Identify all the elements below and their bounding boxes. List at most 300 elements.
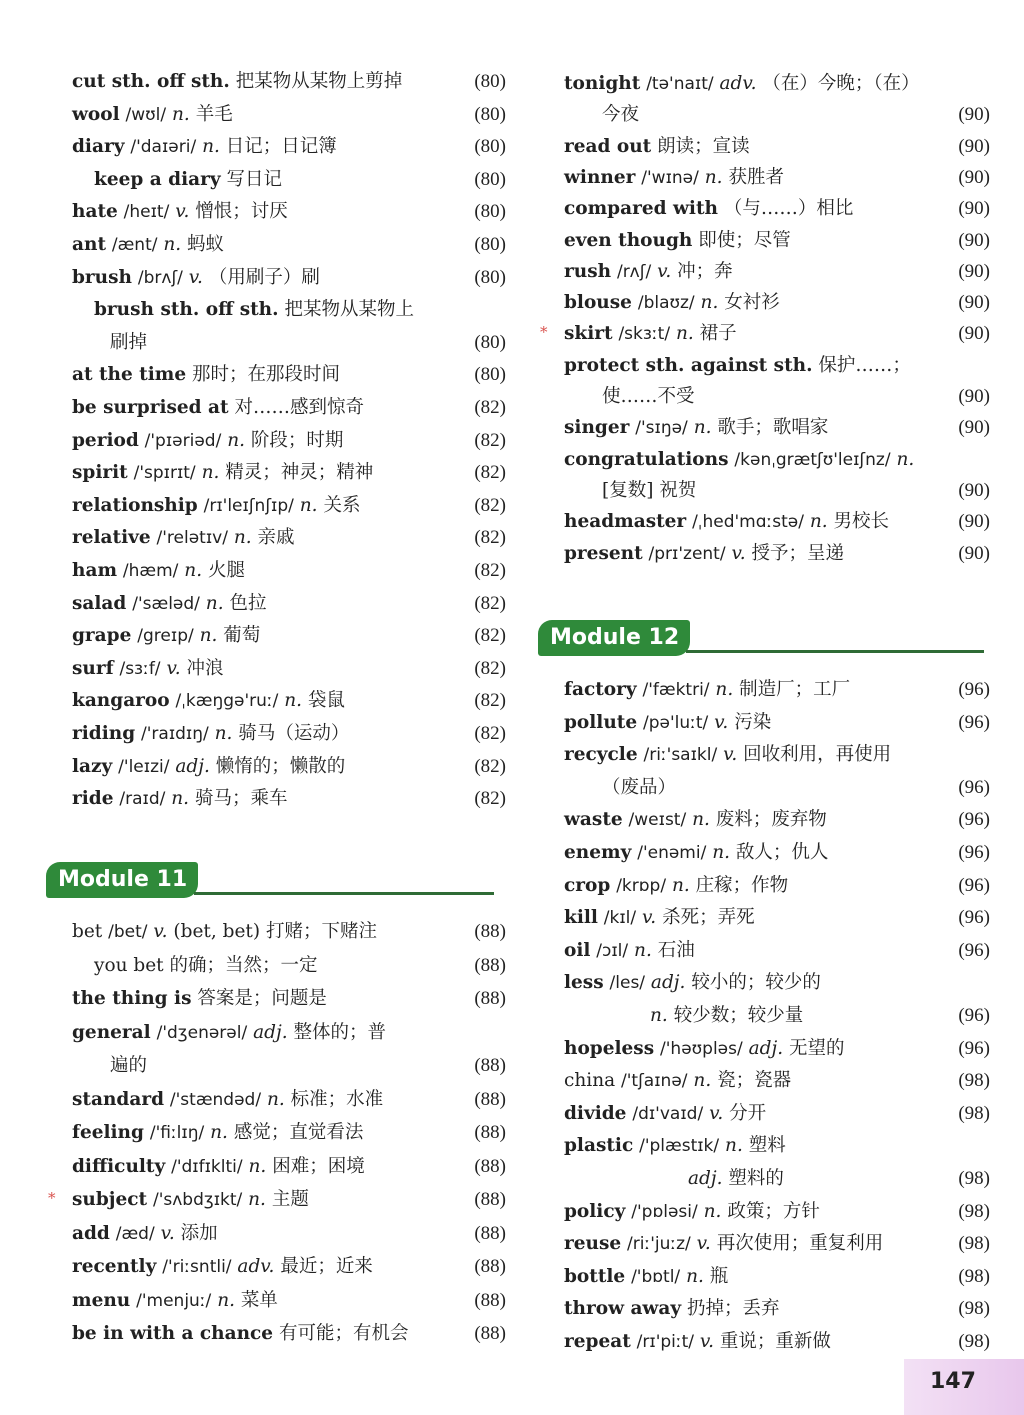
vocab-entry — [538, 804, 990, 836]
phonetic: /hæm/ — [122, 561, 179, 581]
vocab-entry — [46, 294, 506, 326]
page-reference: (80) — [474, 103, 506, 125]
phonetic: /'raɪdɪŋ/ — [141, 724, 209, 744]
headword: standard — [72, 1088, 165, 1110]
part-of-speech: v. — [714, 711, 729, 733]
headword: tonight — [564, 73, 641, 94]
vocab-entry — [538, 739, 990, 771]
vocab-entry — [538, 1130, 990, 1162]
page-reference: (90) — [958, 166, 990, 188]
vocab-entry — [46, 1050, 506, 1082]
page-reference: (82) — [474, 429, 506, 451]
phonetic: /weɪst/ — [628, 810, 687, 831]
meaning: 憎恨；讨厌 — [195, 201, 288, 223]
module-11-badge: Module 11 — [46, 862, 198, 898]
headword: salad — [72, 592, 127, 614]
part-of-speech: n. — [163, 234, 182, 255]
vocab-entry — [46, 327, 506, 359]
meaning: 把某物从某物上 — [284, 299, 414, 321]
phonetic: /'relətɪv/ — [156, 528, 228, 549]
meaning: 感觉；直觉看法 — [233, 1122, 364, 1143]
headword: wool — [72, 103, 120, 125]
page-reference: (82) — [474, 592, 506, 614]
page-reference: (96) — [958, 842, 990, 863]
vocab-entry — [538, 1163, 990, 1195]
headword: enemy — [564, 842, 632, 863]
phonetic: /'dʒenərəl/ — [156, 1022, 248, 1043]
headword: repeat — [564, 1331, 631, 1352]
page-reference: (96) — [958, 1005, 990, 1026]
page-reference: (98) — [958, 1298, 990, 1320]
vocab-entry — [538, 935, 990, 967]
meaning: 无望的 — [789, 1037, 845, 1059]
meaning: 亲戚 — [257, 527, 295, 549]
page-reference: (82) — [474, 755, 506, 777]
page-reference: (88) — [474, 1256, 506, 1277]
headword: relative — [72, 527, 151, 549]
page-reference: (88) — [474, 1222, 506, 1244]
meaning: 阶段；时期 — [250, 429, 344, 451]
meaning: 关系 — [323, 494, 361, 516]
page-reference: (82) — [474, 723, 506, 744]
part-of-speech: n. — [248, 1155, 267, 1177]
page-reference: (88) — [474, 921, 506, 942]
headword: ham — [72, 560, 118, 581]
phonetic: /sɜːf/ — [119, 658, 161, 679]
part-of-speech: n. — [809, 511, 828, 533]
meaning: 整体的；普 — [293, 1021, 386, 1043]
vocab-entry — [538, 1228, 990, 1260]
meaning: 写日记 — [226, 168, 283, 190]
meaning: 色拉 — [229, 592, 267, 614]
meaning: 塑料 — [748, 1135, 786, 1157]
part-of-speech: n. — [201, 462, 220, 484]
phonetic: /'menjuː/ — [136, 1290, 212, 1311]
meaning: 葡萄 — [223, 625, 261, 647]
vocab-entry — [46, 1151, 506, 1183]
phonetic: /'riːsntli/ — [162, 1257, 232, 1277]
headword: less — [564, 972, 604, 994]
headword: the thing is — [72, 988, 192, 1009]
phonetic: /dɪ'vaɪd/ — [632, 1103, 704, 1124]
headword: compared with — [564, 198, 718, 220]
page-reference: (80) — [474, 168, 506, 190]
vocab-entry — [538, 412, 990, 444]
phonetic: /'leɪzi/ — [118, 756, 170, 777]
page-reference: (90) — [958, 511, 990, 533]
vocab-entry — [538, 162, 990, 194]
vocab-entry — [538, 707, 990, 739]
vocab-entry — [46, 1084, 506, 1116]
phonetic: /kɪl/ — [603, 908, 637, 929]
headword: hate — [72, 201, 118, 223]
vocab-entry — [538, 1000, 990, 1032]
part-of-speech: n. — [214, 723, 233, 744]
phonetic: /greɪp/ — [137, 626, 194, 647]
part-of-speech: n. — [227, 429, 246, 451]
vocab-entry — [46, 164, 506, 196]
headword: oil — [564, 939, 591, 961]
headword: skirt — [564, 323, 613, 345]
headword: at the time — [72, 364, 187, 386]
headword: diary — [72, 136, 125, 158]
headword: kangaroo — [72, 690, 170, 712]
page-reference: (90) — [958, 198, 990, 220]
page-reference: (96) — [958, 711, 990, 733]
headword: be surprised at — [72, 397, 229, 418]
meaning: 火腿 — [207, 560, 245, 581]
headword: add — [72, 1222, 110, 1244]
headword: surf — [72, 657, 114, 679]
part-of-speech: v. — [723, 744, 738, 766]
headword: lazy — [72, 755, 113, 777]
vocab-entry — [538, 256, 990, 288]
page-reference: (96) — [958, 874, 990, 896]
part-of-speech: n. — [233, 527, 252, 549]
module-12-header — [538, 620, 990, 660]
headword: factory — [564, 679, 637, 700]
meaning: 骑马；乘车 — [194, 788, 288, 810]
headword: riding — [72, 723, 136, 744]
star-icon: * — [48, 1189, 56, 1207]
meaning: 杀死；弄死 — [662, 907, 755, 929]
vocab-entry — [538, 1196, 990, 1228]
page-reference: (90) — [958, 542, 990, 564]
phonetic: /'həʊpləs/ — [660, 1038, 743, 1059]
part-of-speech: v. — [699, 1331, 715, 1352]
part-of-speech: n. — [210, 1122, 228, 1143]
page-reference: (82) — [474, 657, 506, 679]
vocab-entry — [46, 718, 506, 750]
meaning: 遍的 — [110, 1055, 148, 1076]
vocab-entry — [538, 99, 990, 131]
phonetic: /heɪt/ — [123, 202, 170, 223]
headword: ride — [72, 788, 114, 810]
headword: general — [72, 1021, 151, 1043]
page-reference: (96) — [958, 776, 990, 798]
vocab-entry — [46, 425, 506, 457]
vocab-entry — [538, 68, 990, 100]
meaning: 保护……； — [818, 354, 911, 376]
part-of-speech: n. — [675, 323, 694, 345]
meaning: 今夜 — [602, 104, 640, 126]
meaning: 懒惰的；懒散的 — [215, 755, 346, 777]
vocab-entry — [538, 1326, 990, 1358]
part-of-speech: n. — [199, 625, 218, 647]
vocab-entry — [46, 555, 506, 587]
vocab-entry — [46, 916, 506, 948]
meaning: 瓶 — [709, 1265, 729, 1287]
phonetic: /'daɪəri/ — [130, 137, 197, 158]
headword: rush — [564, 260, 612, 282]
phonetic: /'fiːlɪŋ/ — [149, 1123, 205, 1143]
part-of-speech: v. — [731, 542, 746, 564]
part-of-speech: n. — [704, 166, 723, 188]
part-of-speech: n. — [284, 690, 303, 712]
page-reference: (80) — [474, 136, 506, 158]
meaning: 羊毛 — [195, 103, 233, 125]
meaning: 骑马（运动） — [238, 723, 350, 744]
page-reference: (98) — [958, 1070, 990, 1092]
part-of-speech: n. — [896, 448, 915, 470]
meaning: 那时；在那段时间 — [192, 364, 341, 386]
headword: blouse — [564, 292, 632, 314]
vocab-entry — [538, 350, 990, 382]
part-of-speech: n. — [171, 788, 190, 810]
page-reference: (88) — [474, 1055, 506, 1076]
vocab-entry — [46, 392, 506, 424]
headword: keep a diary — [94, 168, 221, 190]
part-of-speech: n. — [686, 1265, 704, 1287]
part-of-speech: adv. — [237, 1256, 275, 1277]
part-of-speech: n. — [172, 103, 190, 125]
vocab-entry — [46, 1251, 506, 1283]
part-of-speech: n. — [725, 1135, 743, 1157]
page-reference: (98) — [958, 1233, 990, 1255]
module-12-rule — [686, 650, 984, 653]
phonetic: /skɜːt/ — [618, 324, 671, 345]
vocab-entry — [538, 444, 990, 476]
meaning: 即使；尽管 — [698, 229, 791, 251]
page-reference: (82) — [474, 625, 506, 647]
meaning: 添加 — [180, 1222, 218, 1244]
page-reference: (90) — [958, 386, 990, 407]
page-number-tab — [904, 1359, 1024, 1415]
vocab-entry — [46, 522, 506, 554]
vocab-entry — [46, 1184, 506, 1216]
part-of-speech: adj. — [748, 1037, 784, 1059]
part-of-speech: n. — [693, 1070, 712, 1092]
vocab-entry — [46, 588, 506, 620]
page-reference: (90) — [958, 135, 990, 157]
phonetic: /rʌʃ/ — [616, 261, 652, 282]
phonetic: /'enəmi/ — [637, 843, 707, 863]
headword: menu — [72, 1289, 131, 1311]
vocab-entry — [46, 950, 506, 982]
meaning: 较少数；较少量 — [673, 1005, 804, 1026]
page-reference: (96) — [958, 939, 990, 961]
phonetic: /rɪ'leɪʃnʃɪp/ — [203, 495, 294, 516]
meaning: （与……）相比 — [723, 198, 854, 220]
part-of-speech: v. — [160, 1222, 175, 1244]
meaning: [复数] 祝贺 — [602, 479, 697, 501]
page-reference: (80) — [474, 234, 506, 255]
phonetic: /'sʌbdʒɪkt/ — [152, 1190, 243, 1210]
headword: difficulty — [72, 1155, 166, 1177]
vocab-entry — [46, 131, 506, 163]
phonetic: /wʊl/ — [125, 104, 167, 125]
headword: feeling — [72, 1122, 144, 1143]
headword: even though — [564, 229, 693, 251]
headword: protect sth. against sth. — [564, 354, 813, 376]
headword: relationship — [72, 494, 198, 516]
page-reference: (98) — [958, 1200, 990, 1222]
page-reference: (82) — [474, 397, 506, 418]
meaning: 庄稼；作物 — [695, 874, 789, 896]
phonetic: /ɔɪl/ — [596, 940, 629, 961]
vocab-entry — [538, 1065, 990, 1097]
page-number: 147 — [930, 1369, 976, 1394]
meaning: 使……不受 — [602, 386, 695, 407]
headword: period — [72, 429, 139, 451]
meaning: 瓷；瓷器 — [717, 1070, 792, 1092]
meaning: 歌手；歌唱家 — [717, 417, 829, 439]
part-of-speech: n. — [700, 292, 719, 314]
meaning: 把某物从某物上剪掉 — [235, 71, 403, 92]
vocab-entry — [538, 1293, 990, 1325]
page-reference: (82) — [474, 690, 506, 712]
page-reference: (90) — [958, 260, 990, 282]
phonetic: /blaʊz/ — [637, 293, 695, 314]
vocab-entry — [538, 902, 990, 934]
page-reference: (80) — [474, 71, 506, 92]
phonetic: /'bɒtl/ — [631, 1266, 681, 1287]
phonetic: /rɪ'piːt/ — [636, 1332, 694, 1352]
page-reference: (98) — [958, 1331, 990, 1352]
vocab-entry — [46, 1318, 506, 1350]
headword: cut sth. off sth. — [72, 71, 230, 92]
page-reference: (96) — [958, 679, 990, 700]
vocab-entry — [538, 506, 990, 538]
phonetic: /'wɪnə/ — [641, 167, 699, 188]
phonetic: /raɪd/ — [119, 789, 166, 810]
page-reference: (88) — [474, 954, 506, 976]
phonetic: /brʌʃ/ — [137, 267, 183, 288]
headword: spirit — [72, 462, 128, 484]
headword: recycle — [564, 744, 638, 766]
meaning: 主题 — [271, 1189, 309, 1210]
headword: divide — [564, 1102, 627, 1124]
vocab-entry — [46, 983, 506, 1015]
headword: headmaster — [564, 511, 687, 533]
meaning: 分开 — [729, 1102, 767, 1124]
vocab-entry — [538, 225, 990, 257]
vocab-entry — [538, 1261, 990, 1293]
phonetic: /bet/ — [108, 922, 148, 942]
headword: kill — [564, 907, 598, 929]
part-of-speech: n. — [266, 1088, 285, 1110]
meaning: 冲浪 — [186, 657, 224, 679]
page-reference: (96) — [958, 907, 990, 929]
headword: china — [564, 1070, 616, 1092]
headword: ant — [72, 234, 106, 255]
phonetic: /'sɪŋə/ — [635, 418, 688, 439]
meaning: 扔掉；丢弃 — [687, 1298, 780, 1320]
page-reference: (82) — [474, 560, 506, 581]
part-of-speech: n. — [703, 1200, 722, 1222]
meaning: 回收利用，再使用 — [743, 744, 892, 766]
part-of-speech: adj. — [253, 1021, 288, 1043]
meaning: （在）今晚；（在） — [762, 73, 920, 94]
star-icon: * — [540, 323, 548, 342]
meaning: 再次使用；重复利用 — [716, 1233, 884, 1255]
vocab-entry — [46, 66, 506, 98]
headword: waste — [564, 809, 623, 831]
headword: crop — [564, 874, 611, 896]
phonetic: /'tʃaɪnə/ — [621, 1071, 688, 1092]
page-reference: (98) — [958, 1265, 990, 1287]
phonetic: /pə'luːt/ — [643, 712, 709, 733]
vocab-entry — [538, 967, 990, 999]
phonetic: /'stændəd/ — [169, 1089, 262, 1110]
page-reference: (88) — [474, 988, 506, 1009]
part-of-speech: n. — [248, 1189, 266, 1210]
vocab-entry — [538, 1098, 990, 1130]
meaning: 重说；重新做 — [719, 1331, 831, 1352]
module-12-badge: Module 12 — [538, 620, 690, 656]
part-of-speech: n. — [671, 874, 690, 896]
headword: read out — [564, 135, 652, 157]
phonetic: /prɪ'zent/ — [648, 543, 726, 564]
meaning: 最近；近来 — [280, 1256, 373, 1277]
part-of-speech: v. — [153, 921, 168, 942]
part-of-speech: n. — [205, 592, 224, 614]
page-reference: (82) — [474, 788, 506, 810]
headword: present — [564, 542, 643, 564]
headword: subject — [72, 1189, 148, 1210]
phonetic: /'dɪfɪklti/ — [171, 1156, 243, 1177]
vocab-entry — [538, 381, 990, 413]
phonetic: /riː'juːz/ — [627, 1234, 691, 1255]
part-of-speech: n. — [184, 560, 203, 581]
vocab-entry — [46, 1218, 506, 1250]
meaning: 对……感到惊奇 — [234, 397, 364, 418]
headword: throw away — [564, 1298, 682, 1320]
part-of-speech: v. — [642, 907, 657, 929]
page-reference: (88) — [474, 1189, 506, 1210]
phonetic: /'pɪəriəd/ — [144, 430, 222, 451]
headword: policy — [564, 1200, 626, 1222]
meaning: 精灵；神灵；精神 — [225, 462, 374, 484]
page-reference: (90) — [958, 229, 990, 251]
meaning: 裙子 — [699, 323, 737, 345]
vocab-entry — [46, 751, 506, 783]
phonetic: /tə'naɪt/ — [646, 74, 714, 94]
meaning: 困难；困境 — [272, 1155, 365, 1177]
headword: brush — [72, 266, 132, 288]
part-of-speech: adj. — [688, 1168, 723, 1189]
meaning: 较小的；较少的 — [691, 972, 821, 994]
phonetic: /'sæləd/ — [132, 593, 200, 614]
part-of-speech: v. — [709, 1102, 724, 1124]
meaning: 男校长 — [833, 511, 890, 533]
meaning: 敌人；仇人 — [735, 842, 829, 863]
meaning: 政策；方针 — [727, 1200, 820, 1222]
headword: grape — [72, 625, 132, 647]
meaning: 获胜者 — [728, 166, 784, 188]
vocab-entry — [46, 1017, 506, 1049]
vocab-entry — [538, 772, 990, 804]
part-of-speech: n. — [634, 939, 652, 961]
meaning: 袋鼠 — [307, 690, 345, 712]
vocab-entry — [538, 538, 990, 570]
vocab-entry — [46, 1285, 506, 1317]
phonetic: /krɒp/ — [616, 875, 667, 896]
phonetic: /'plæstɪk/ — [639, 1136, 720, 1157]
module-11-header — [46, 862, 506, 902]
vocab-entry — [538, 837, 990, 869]
phonetic: /'spɪrɪt/ — [133, 463, 196, 484]
part-of-speech: n. — [715, 679, 734, 700]
headword: reuse — [564, 1233, 622, 1255]
page-reference: (82) — [474, 494, 506, 516]
phonetic: /'fæktri/ — [642, 680, 710, 700]
headword: winner — [564, 166, 636, 188]
meaning: 有可能；有机会 — [278, 1323, 409, 1344]
page-reference: (90) — [958, 479, 990, 501]
part-of-speech: n. — [650, 1005, 668, 1026]
phonetic: /riː'saɪkl/ — [643, 745, 718, 766]
